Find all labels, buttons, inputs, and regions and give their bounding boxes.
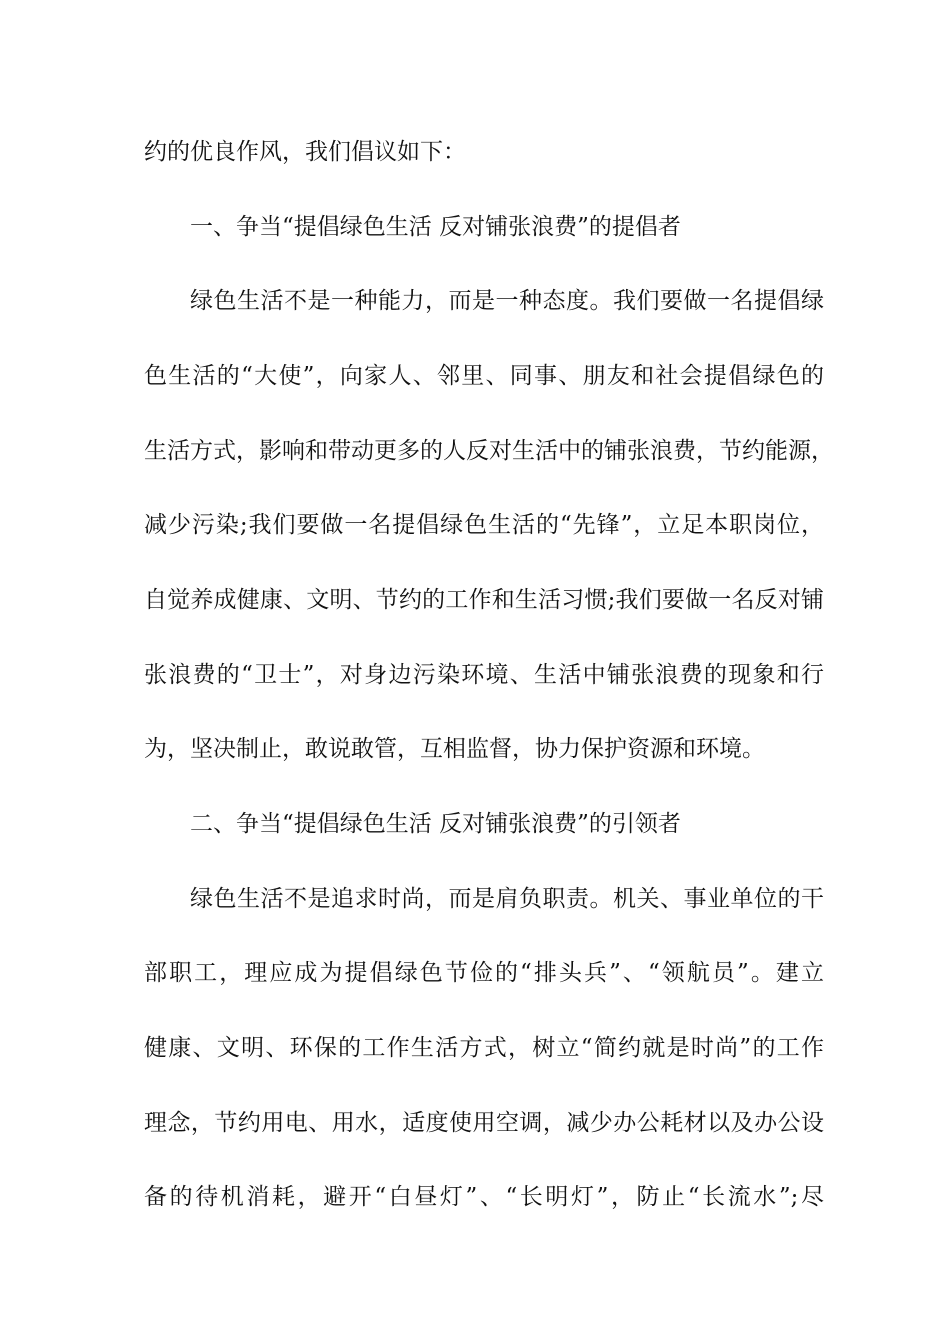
paragraph-line: 生活方式，影响和带动更多的人反对生活中的铺张浪费，节约能源， <box>144 438 834 464</box>
paragraph-line: 备的待机消耗，避开“白昼灯”、“长明灯”，防止“长流水”;尽 <box>144 1184 824 1210</box>
paragraph-line: 绿色生活不是一种能力，而是一种态度。我们要做一名提倡绿 <box>190 288 824 314</box>
paragraph-line: 为，坚决制止，敢说敢管，互相监督，协力保护资源和环境。 <box>144 736 765 762</box>
paragraph-line: 理念，节约用电、用水，适度使用空调，减少办公耗材以及办公设 <box>144 1110 824 1136</box>
paragraph-line: 张浪费的“卫士”，对身边污染环境、生活中铺张浪费的现象和行 <box>144 662 824 688</box>
paragraph-line: 自觉养成健康、文明、节约的工作和生活习惯;我们要做一名反对铺 <box>144 587 824 613</box>
section-heading: 一、争当“提倡绿色生活 反对铺张浪费”的提倡者 <box>190 214 681 240</box>
paragraph-line: 色生活的“大使”，向家人、邻里、同事、朋友和社会提倡绿色的 <box>144 363 824 389</box>
section-heading: 二、争当“提倡绿色生活 反对铺张浪费”的引领者 <box>190 811 681 837</box>
paragraph-line: 健康、文明、环保的工作生活方式，树立“简约就是时尚”的工作 <box>144 1035 824 1061</box>
paragraph-line: 绿色生活不是追求时尚，而是肩负职责。机关、事业单位的干 <box>190 886 824 912</box>
paragraph-line: 减少污染;我们要做一名提倡绿色生活的“先锋”，立足本职岗位， <box>144 512 824 538</box>
paragraph-line: 约的优良作风，我们倡议如下： <box>144 139 466 165</box>
paragraph-line: 部职工，理应成为提倡绿色节俭的“排头兵”、“领航员”。建立 <box>144 960 824 986</box>
